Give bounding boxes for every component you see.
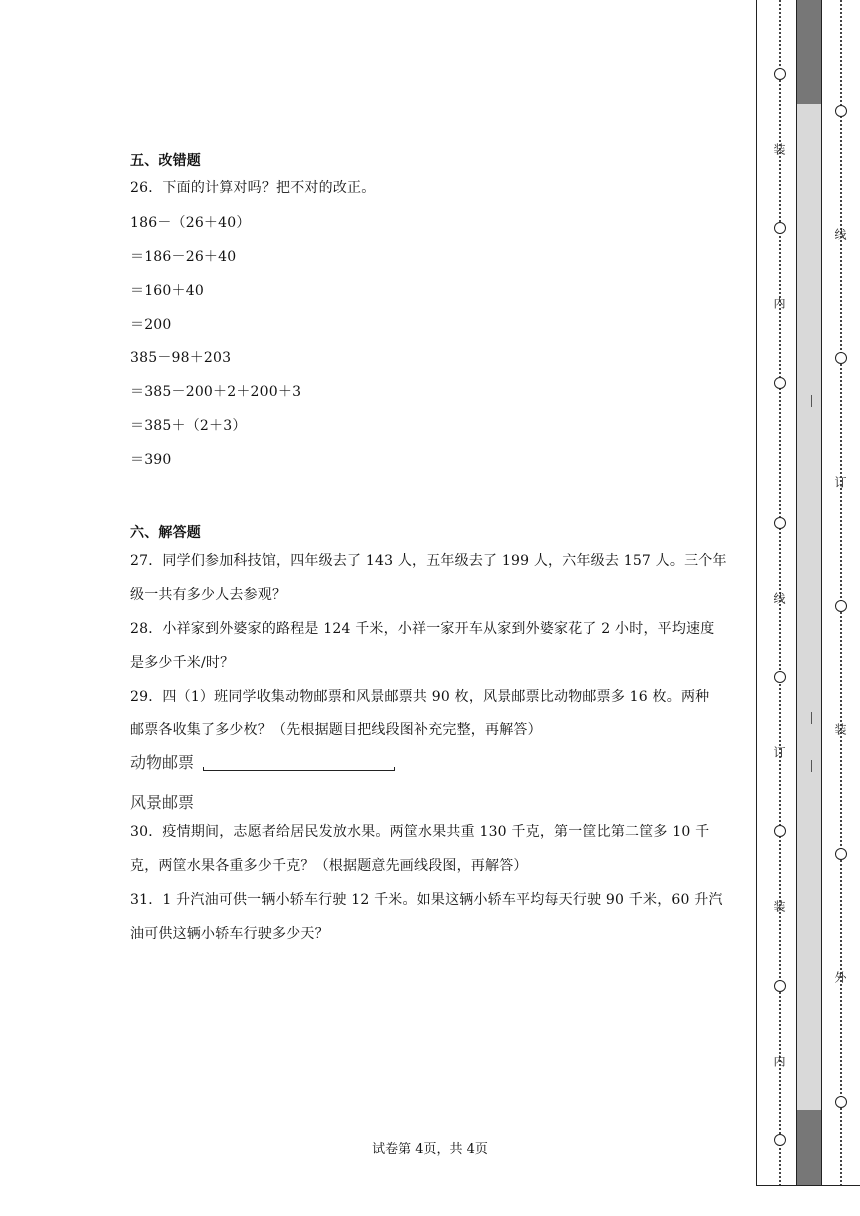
circle-mark (774, 68, 786, 80)
question-27-line2: 级一共有多少人去参观？ (130, 587, 287, 603)
question-31-line1: 31．1 升汽油可供一辆小轿车行驶 12 千米。如果这辆小轿车平均每天行驶 90 千米，60 升汽 (130, 892, 723, 908)
calc-line: ＝160＋40 (130, 283, 204, 299)
circle-mark (774, 825, 786, 837)
binding-frame-left (756, 0, 757, 1186)
circle-mark (774, 671, 786, 683)
circle-mark (835, 352, 847, 364)
circle-mark (774, 377, 786, 389)
band-tick (811, 760, 812, 772)
calc-line: ＝385＋（2＋3） (130, 418, 247, 434)
question-30-line1: 30．疫情期间，志愿者给居民发放水果。两筐水果共重 130 千克，第一筐比第二筐多 10 千 (130, 824, 710, 840)
binding-char: 内 (772, 297, 786, 309)
question-31-line2: 油可供这辆小轿车行驶多少天？ (130, 926, 329, 942)
question-29-line1: 29．四（1）班同学收集动物邮票和风景邮票共 90 枚，风景邮票比动物邮票多 16 枚。两种 (130, 689, 710, 705)
binding-char: 线 (772, 592, 786, 604)
circle-mark (835, 600, 847, 612)
band-border-left (796, 0, 797, 1186)
question-28-line1: 28．小祥家到外婆家的路程是 124 千米，小祥一家开车从家到外婆家花了 2 小时，平均速度 (130, 621, 715, 637)
page-footer: 试卷第 4页，共 4页 (372, 1142, 488, 1157)
band-tick (811, 395, 812, 407)
gray-band-top (796, 0, 821, 104)
calc-line: ＝385－200＋2＋200＋3 (130, 384, 302, 400)
circle-mark (774, 980, 786, 992)
scenery-stamp-label: 风景邮票 (130, 793, 195, 812)
circle-mark (835, 1096, 847, 1108)
circle-mark (835, 105, 847, 117)
gray-band-bottom (796, 1110, 821, 1186)
question-28-line2: 是多少千米/时？ (130, 655, 235, 671)
circle-mark (774, 517, 786, 529)
calc-line: ＝390 (130, 452, 172, 468)
binding-char: 外 (833, 971, 847, 983)
calc-line: 186－（26＋40） (130, 215, 251, 231)
animal-stamp-label: 动物邮票 (130, 753, 195, 772)
binding-char: 装 (772, 143, 786, 155)
band-border-right (821, 0, 822, 1186)
circle-mark (835, 848, 847, 860)
calc-line: ＝200 (130, 317, 172, 333)
binding-char: 订 (833, 476, 847, 488)
outer-dotted-line (840, 0, 842, 1186)
question-29-line2: 邮票各收集了多少枚？（先根据题目把线段图补充完整，再解答） (130, 722, 542, 738)
section5-heading: 五、改错题 (130, 153, 201, 169)
binding-char: 订 (772, 746, 786, 758)
binding-bottom-line (756, 1185, 860, 1186)
circle-mark (774, 222, 786, 234)
calc-line: 385－98＋203 (130, 350, 232, 366)
info-band (796, 104, 821, 1110)
question-27-line1: 27．同学们参加科技馆，四年级去了 143 人，五年级去了 199 人，六年级去 157 人。三个年 (130, 553, 727, 569)
binding-char: 装 (833, 723, 847, 735)
animal-segment-line (203, 767, 395, 771)
section6-heading: 六、解答题 (130, 525, 201, 541)
circle-mark (774, 1134, 786, 1146)
calc-line: ＝186－26＋40 (130, 249, 237, 265)
binding-char: 内 (772, 1055, 786, 1067)
binding-char: 装 (772, 900, 786, 912)
binding-char: 线 (833, 228, 847, 240)
question-26: 26．下面的计算对吗？把不对的改正。 (130, 180, 376, 196)
question-30-line2: 克，两筐水果各重多少千克？（根据题意先画线段图，再解答） (130, 858, 528, 874)
band-tick (811, 712, 812, 724)
